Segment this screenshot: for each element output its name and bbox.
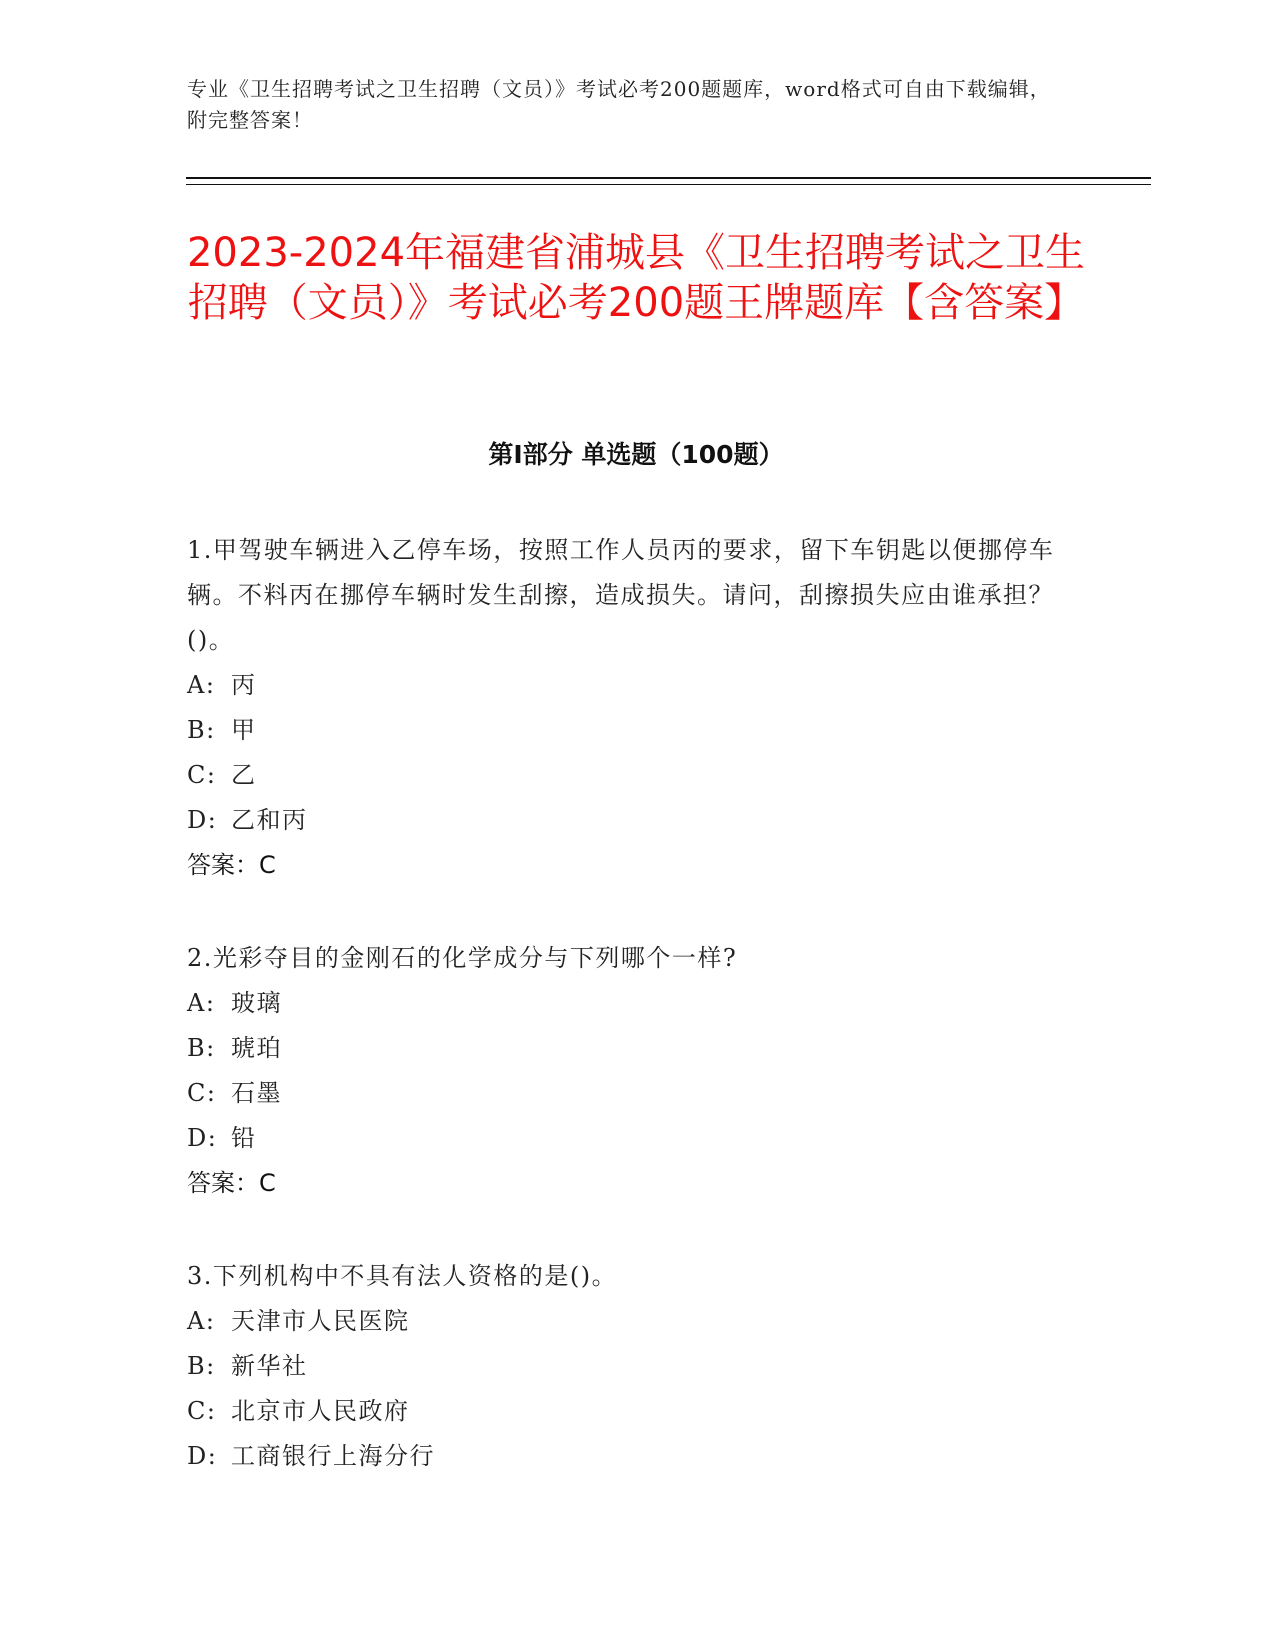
option-text: 铅 <box>231 1124 257 1152</box>
question-2 <box>187 936 1067 1206</box>
option-letter: A: <box>187 989 216 1017</box>
option-text: 玻璃 <box>231 989 282 1017</box>
answer-label: 答案： <box>187 851 259 879</box>
option-b <box>187 1026 1067 1071</box>
option-b <box>187 1344 1067 1389</box>
option-text: 北京市人民政府 <box>231 1397 410 1425</box>
option-a <box>187 981 1067 1026</box>
document-title: 2023-2024年福建省浦城县《卫生招聘考试之卫生招聘（文员）》考试必考200题王牌题库【含答案】 <box>186 230 1086 326</box>
option-text: 乙 <box>231 761 257 789</box>
option-text: 乙和丙 <box>231 806 308 834</box>
option-text: 工商银行上海分行 <box>231 1442 435 1470</box>
option-d <box>187 1116 1067 1161</box>
option-text: 丙 <box>231 671 257 699</box>
option-letter: D: <box>187 1124 218 1152</box>
option-letter: C: <box>187 1079 217 1107</box>
option-c <box>187 1071 1067 1116</box>
option-letter: B: <box>187 716 216 744</box>
option-letter: C: <box>187 761 217 789</box>
answer-label: 答案： <box>187 1169 259 1197</box>
question-stem: 3.下列机构中不具有法人资格的是()。 <box>187 1262 618 1290</box>
option-text: 甲 <box>231 716 257 744</box>
option-text: 琥珀 <box>231 1034 282 1062</box>
option-a <box>187 1299 1067 1344</box>
question-list <box>187 528 1067 1527</box>
option-letter: A: <box>187 671 216 699</box>
header-rule-thick <box>186 177 1151 179</box>
option-letter: C: <box>187 1397 217 1425</box>
question-1 <box>187 528 1067 888</box>
header-note: 专业《卫生招聘考试之卫生招聘（文员）》考试必考200题题库，word格式可自由下载编辑，附完整答案！ <box>187 77 1051 132</box>
option-text: 新华社 <box>231 1352 308 1380</box>
section-title: 第Ⅰ部分 单选题（100题） <box>488 440 784 469</box>
option-d <box>187 798 1067 843</box>
option-d <box>187 1434 1067 1479</box>
option-text: 天津市人民医院 <box>231 1307 410 1335</box>
option-b <box>187 708 1067 753</box>
option-text: 石墨 <box>231 1079 282 1107</box>
header-rule-thin <box>186 184 1151 185</box>
answer-line <box>187 843 1067 888</box>
option-letter: A: <box>187 1307 216 1335</box>
answer-value: C <box>259 851 276 879</box>
answer-value: C <box>259 1169 276 1197</box>
question-stem: 2.光彩夺目的金刚石的化学成分与下列哪个一样? <box>187 944 738 972</box>
option-letter: D: <box>187 1442 218 1470</box>
question-stem: 1.甲驾驶车辆进入乙停车场，按照工作人员丙的要求，留下车钥匙以便挪停车辆。不料丙在挪停车辆时发生刮擦，造成损失。请问，刮擦损失应由谁承担？()。 <box>187 536 1055 654</box>
option-c <box>187 1389 1067 1434</box>
option-letter: B: <box>187 1034 216 1062</box>
option-a <box>187 663 1067 708</box>
question-3 <box>187 1254 1067 1479</box>
option-letter: B: <box>187 1352 216 1380</box>
option-c <box>187 753 1067 798</box>
option-letter: D: <box>187 806 218 834</box>
answer-line <box>187 1161 1067 1206</box>
